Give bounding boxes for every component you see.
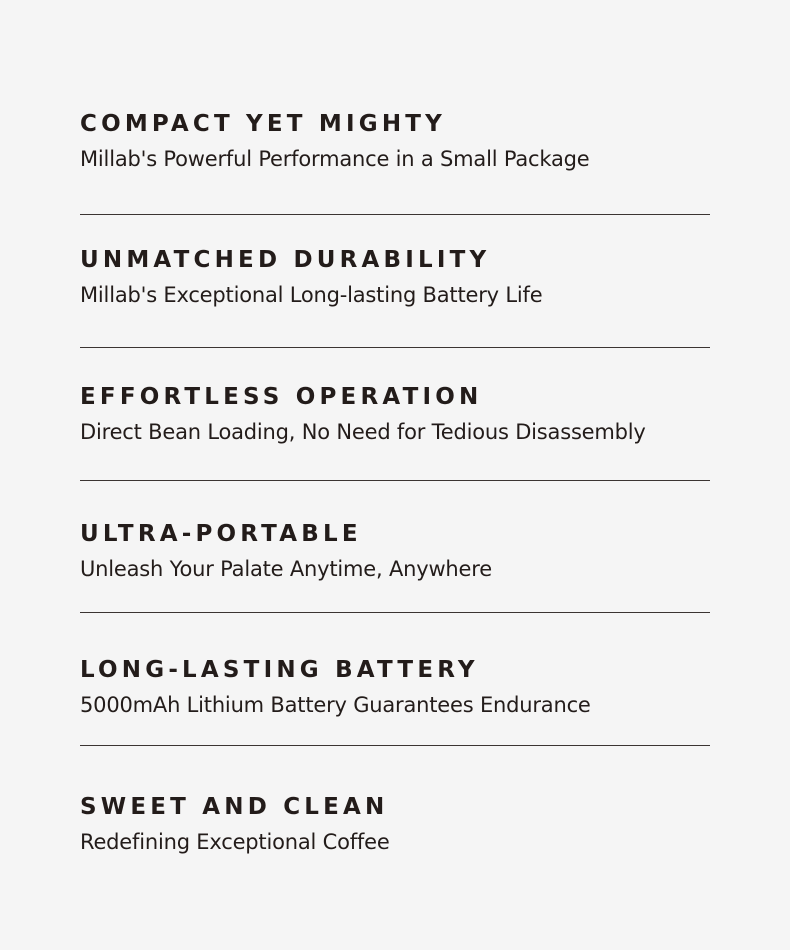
divider [80,347,710,348]
divider [80,745,710,746]
feature-item-unmatched-durability [80,246,710,308]
feature-item-sweet-and-clean [80,793,710,855]
feature-title: LONG-LASTING BATTERY [80,657,479,683]
feature-description: Unleash Your Palate Anytime, Anywhere [80,557,492,581]
feature-description: Millab's Powerful Performance in a Small Package [80,147,590,171]
feature-item-ultra-portable [80,520,710,582]
feature-description: Millab's Exceptional Long-lasting Battery Life [80,283,543,307]
feature-title: UNMATCHED DURABILITY [80,247,491,273]
feature-title: ULTRA-PORTABLE [80,521,362,547]
feature-description: Redefining Exceptional Coffee [80,830,390,854]
divider [80,214,710,215]
feature-description: Direct Bean Loading, No Need for Tedious Disassembly [80,420,646,444]
feature-description: 5000mAh Lithium Battery Guarantees Endurance [80,693,591,717]
divider [80,480,710,481]
feature-item-compact-yet-mighty [80,110,710,172]
feature-title: EFFORTLESS OPERATION [80,384,483,410]
feature-item-effortless-operation [80,383,710,445]
feature-item-long-lasting-battery [80,656,710,718]
divider [80,612,710,613]
feature-title: SWEET AND CLEAN [80,794,389,820]
feature-title: COMPACT YET MIGHTY [80,111,447,137]
